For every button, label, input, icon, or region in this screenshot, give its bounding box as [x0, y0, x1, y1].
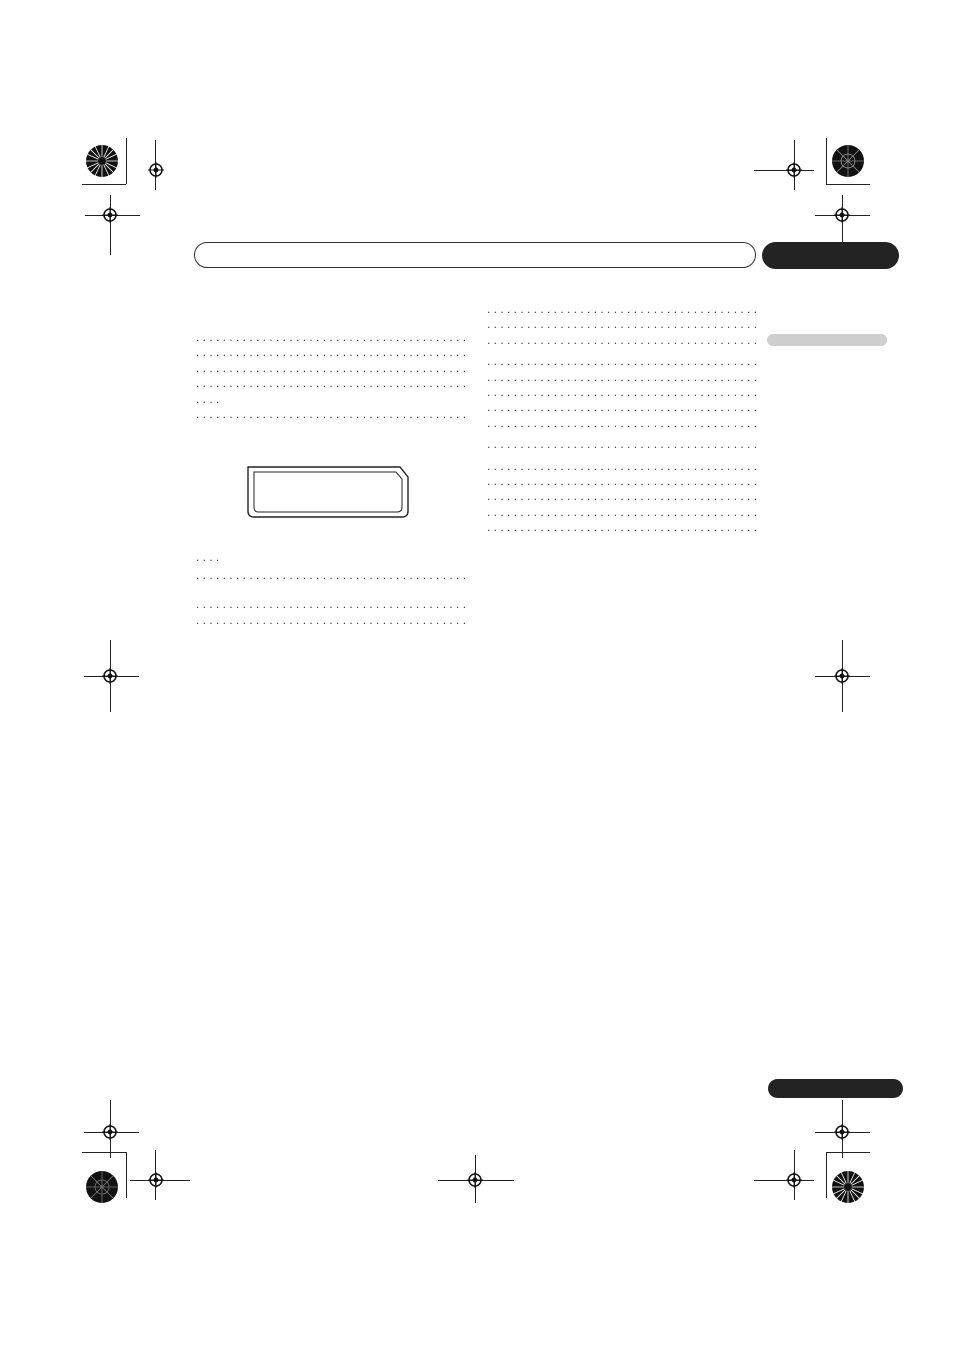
registration-target-icon: [833, 667, 851, 685]
crop-line: [754, 1180, 814, 1181]
spec-row: [485, 302, 758, 317]
crop-line: [826, 1152, 870, 1153]
spec-row: [485, 370, 758, 385]
registration-target-icon: [466, 1171, 484, 1189]
scart-connector-icon: [244, 461, 412, 521]
registration-target-icon: [101, 1123, 119, 1141]
color-rosette-icon: [85, 1170, 119, 1204]
spec-row: [485, 317, 758, 332]
color-rosette-icon: [85, 144, 119, 178]
audio-out-section: [485, 302, 758, 348]
registration-target-icon: [785, 1171, 803, 1189]
spec-row: [485, 400, 758, 415]
language-tab: [767, 334, 887, 346]
color-rosette-icon: [831, 144, 865, 178]
spec-row: [194, 361, 467, 376]
digital-audio-section: [485, 354, 758, 431]
video-out-section: [194, 597, 467, 628]
registration-target-icon: [833, 206, 851, 224]
registration-target-icon: [101, 667, 119, 685]
spec-row: [194, 550, 467, 565]
crop-line: [826, 138, 827, 184]
language-label: [766, 355, 796, 435]
right-column: [485, 302, 758, 552]
page-number: [768, 1079, 903, 1098]
spec-row: [485, 459, 758, 474]
general-section: [194, 330, 467, 422]
spec-row: [485, 437, 758, 452]
registration-target-icon: [833, 1123, 851, 1141]
spec-row: [194, 376, 467, 391]
spec-row: [485, 474, 758, 489]
digital-out-section: [485, 437, 758, 452]
registration-target-icon: [101, 206, 119, 224]
registration-target-icon: [785, 161, 803, 179]
spec-row: [485, 505, 758, 520]
crop-line: [82, 184, 126, 185]
crop-line: [126, 1152, 127, 1198]
spec-row: [194, 597, 467, 612]
spec-row: [485, 385, 758, 400]
component-video-section: [194, 550, 467, 583]
spec-row: [485, 489, 758, 504]
scart-diagram: [194, 434, 467, 544]
crop-line: [126, 138, 127, 184]
chapter-bar: [194, 242, 756, 268]
color-rosette-icon: [831, 1170, 865, 1204]
spec-row: [485, 520, 758, 535]
av-connector-section: [194, 434, 467, 544]
left-column: [194, 330, 467, 634]
registration-target-icon: [147, 161, 165, 179]
crop-line: [826, 1152, 827, 1198]
spec-row: [194, 345, 467, 360]
spec-row: [194, 330, 467, 345]
crop-line: [110, 195, 111, 255]
crop-line: [826, 184, 870, 185]
spec-row: [194, 407, 467, 422]
accessories-section: [485, 459, 758, 536]
spec-row: [194, 568, 467, 583]
chapter-number: [762, 242, 899, 269]
spec-row: [485, 416, 758, 431]
crop-line: [82, 1152, 126, 1153]
spec-row: [485, 333, 758, 348]
spec-row: [485, 354, 758, 369]
spec-row: [194, 392, 467, 407]
crop-line: [754, 170, 814, 171]
registration-target-icon: [147, 1171, 165, 1189]
spec-row: [194, 613, 467, 628]
